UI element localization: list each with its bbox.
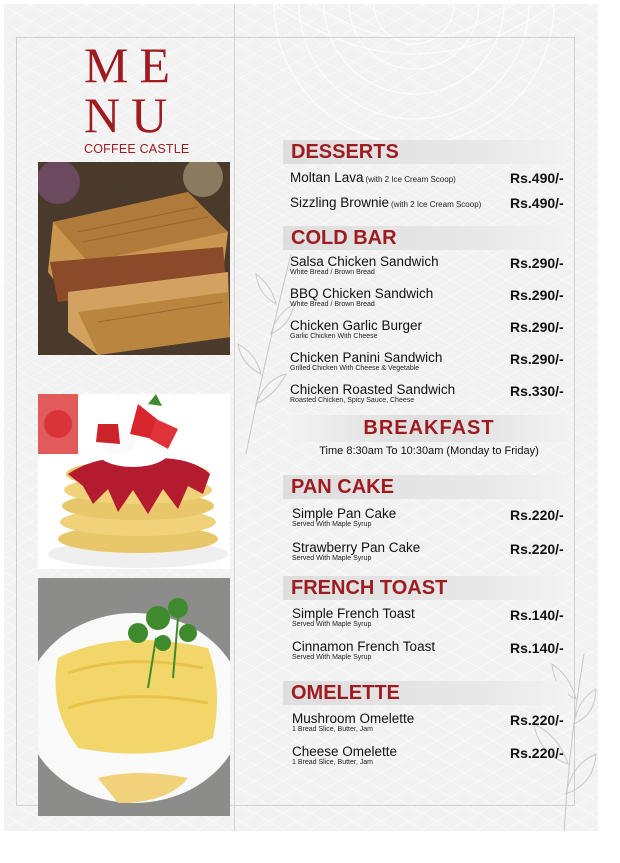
item-price: Rs.290/- [510, 287, 564, 303]
section-breakfast-header [290, 415, 568, 442]
item-price: Rs.330/- [510, 383, 564, 399]
section-desserts-header [283, 140, 568, 164]
item-price: Rs.140/- [510, 607, 564, 623]
section-omelette-header [283, 681, 568, 705]
item-price: Rs.220/- [510, 507, 564, 523]
item-description: Served With Maple Syrup [292, 621, 372, 628]
pancake-photo [38, 394, 230, 569]
section-title: DESSERTS [291, 141, 399, 163]
item-description: Served With Maple Syrup [292, 654, 372, 661]
omelette-photo [38, 578, 230, 816]
leaf-decoration-icon [236, 254, 296, 454]
item-price: Rs.290/- [510, 319, 564, 335]
item-name: Cheese Omelette [292, 744, 398, 759]
section-title: OMELETTE [291, 682, 400, 704]
item-price: Rs.220/- [510, 745, 564, 761]
item-price: Rs.490/- [510, 195, 564, 211]
item-description: 1 Bread Slice, Butter, Jam [292, 759, 373, 766]
section-title: BREAKFAST [363, 417, 495, 439]
section-cold-bar-header [283, 226, 568, 250]
section-pan-cake-header [283, 475, 568, 499]
section-title: PAN CAKE [291, 476, 394, 498]
item-name: Chicken Roasted Sandwich [290, 382, 456, 397]
item-description: Grilled Chicken With Cheese & Vegetable [290, 365, 420, 372]
menu-title-block [84, 37, 194, 156]
item-price: Rs.220/- [510, 712, 564, 728]
item-name: Chicken Garlic Burger [290, 318, 423, 333]
item-price: Rs.290/- [510, 351, 564, 367]
brand-name: COFFEE CASTLE [84, 142, 190, 156]
item-description: 1 Bread Slice, Butter, Jam [292, 726, 373, 733]
item-name: Simple Pan Cake [292, 506, 397, 521]
item-name: Simple French Toast [292, 606, 415, 621]
menu-title-line1: ME [84, 37, 181, 93]
menu-title-line2: NU [84, 87, 179, 143]
item-description: White Bread / Brown Bread [290, 269, 375, 276]
item-name: Chicken Panini Sandwich [290, 350, 443, 365]
item-name: BBQ Chicken Sandwich [290, 286, 434, 301]
section-title: FRENCH TOAST [291, 577, 448, 599]
item-description: Roasted Chicken, Spicy Sauce, Cheese [290, 397, 415, 404]
item-name: Mushroom Omelette [292, 711, 415, 726]
item-name: Strawberry Pan Cake [292, 540, 421, 555]
breakfast-time: Time 8:30am To 10:30am (Monday to Friday) [319, 445, 539, 457]
item-price: Rs.290/- [510, 255, 564, 271]
section-french-toast-header [283, 576, 568, 600]
item-note: (with 2 Ice Cream Scoop) [365, 175, 456, 184]
item-name: Salsa Chicken Sandwich [290, 254, 439, 269]
item-description: Served With Maple Syrup [292, 521, 372, 528]
item-description: Garlic Chicken With Cheese [290, 333, 378, 340]
item-name: Moltan Lava [290, 170, 364, 185]
item-price: Rs.490/- [510, 170, 564, 186]
section-title: COLD BAR [291, 227, 397, 249]
sandwich-photo [38, 162, 230, 355]
item-name: Cinnamon French Toast [292, 639, 436, 654]
item-price: Rs.220/- [510, 541, 564, 557]
item-description: Served With Maple Syrup [292, 555, 372, 562]
item-note: (with 2 Ice Cream Scoop) [391, 200, 482, 209]
item-description: White Bread / Brown Bread [290, 301, 375, 308]
item-name: Sizzling Brownie [290, 195, 390, 210]
item-price: Rs.140/- [510, 640, 564, 656]
